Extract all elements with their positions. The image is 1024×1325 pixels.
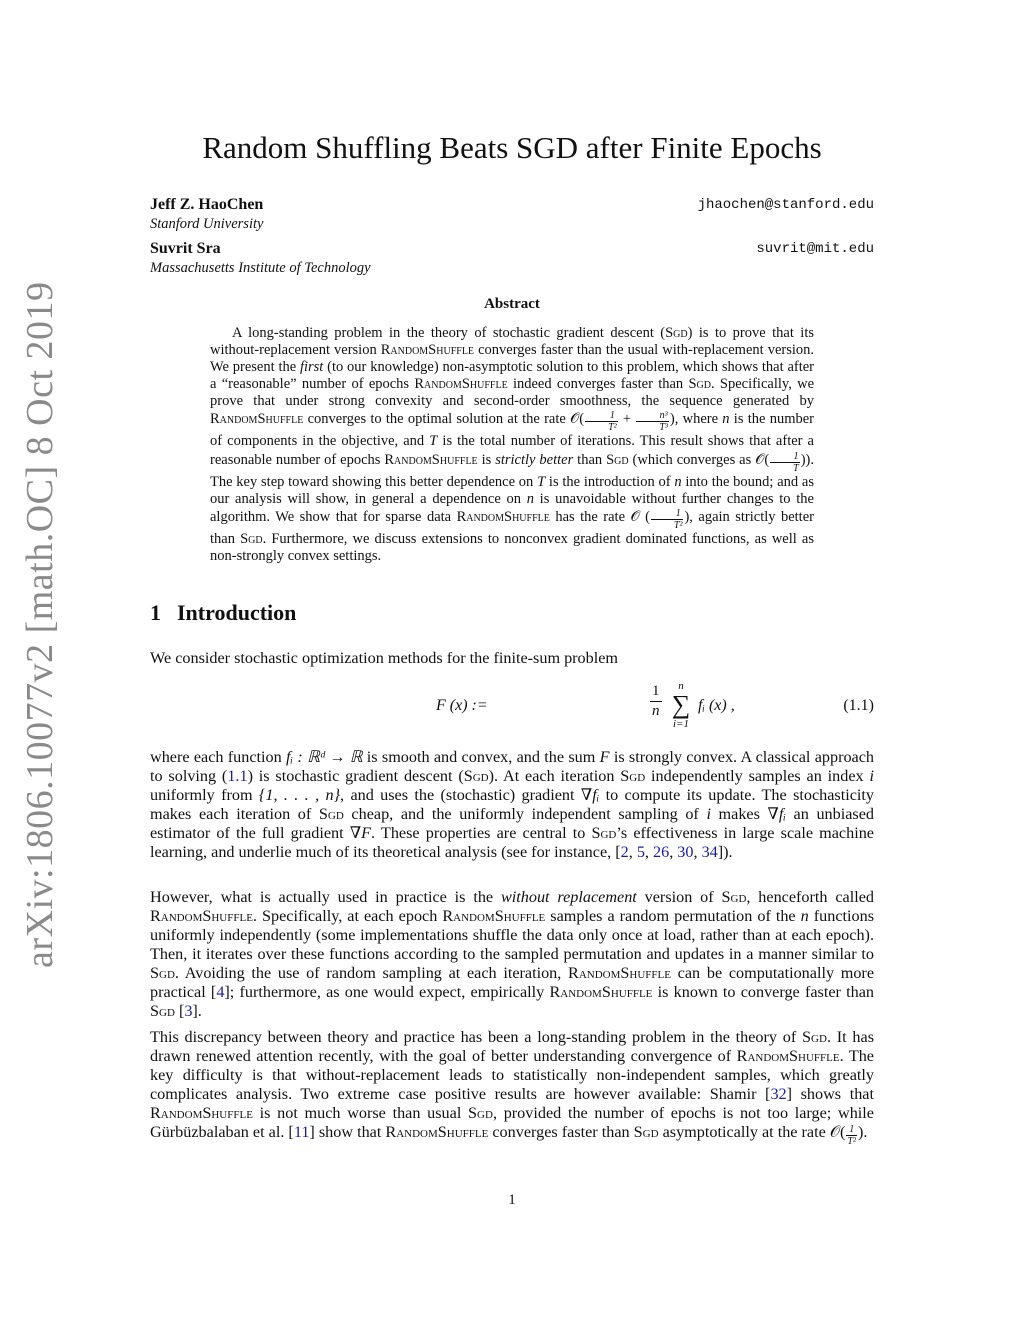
section-heading-introduction: 1 Introduction [150,600,297,625]
author-email[interactable]: jhaochen@stanford.edu [697,197,874,213]
fraction: $\frac{1}{\text{T²}}$ [585,410,618,433]
author-affiliation: Massachusetts Institute of Technology [150,260,371,276]
citation-link[interactable]: 26 [653,843,670,861]
rate-expression: 𝒪( $\frac{1}{\text{T²}}$ + $\frac{\text{n³}}{\text{T³}}$ ) [570,410,675,434]
fraction: $\frac{1}{\text{T²}}$ [847,1124,856,1147]
author-block-1 [150,196,874,233]
fraction: $\frac{1}{\text{T²}}$ [651,508,684,531]
fraction: $\frac{1}{T}$ [770,451,800,474]
citation-link[interactable]: 11 [293,1123,310,1141]
intro-paragraph-2: where each function fᵢ : ℝᵈ → ℝ is smooth and convex, and the sum F is strongly convex. A classical approach to solving (1.1) is stochastic gradient descent (Sgd). At each iteration Sgd independently samples an index i uniformly from {1, . . . , n}, and uses the (stochastic) gradient ∇fᵢ to compute its update. The stochasticity makes each iteration of Sgd cheap, and the uniformly independent sampling of i makes ∇fᵢ an unbiased estimator of the full gradient ∇F. These properties are central to Sgd’s effectiveness in large scale machine learning, and underlie much of its theoretical analysis (see for instance, [2, 5, 26, 30, 34]). [150,748,875,861]
citation-link[interactable]: 30 [677,843,694,861]
equation-number: (1.1) [843,697,874,714]
citation-link[interactable]: 32 [770,1085,787,1103]
arxiv-identifier-stamp: arXiv:1806.10077v2 [math.OC] 8 Oct 2019 [19,281,61,968]
paper-title: Random Shuffling Beats SGD after Finite Epochs [202,130,822,165]
author-name: Suvrit Sra [150,240,221,257]
citation-link[interactable]: 34 [701,843,718,861]
fraction: $\frac{\text{n³}}{\text{T³}}$ [636,410,669,433]
equation-lhs: F (x) := [436,697,488,714]
citation-link[interactable]: 3 [184,1002,193,1020]
page-number: 1 [508,1192,516,1208]
summation-symbol: n ∑ i=1 [671,680,691,730]
equation-rhs: fᵢ (x) , [698,697,735,714]
equation-fraction: 1 n [652,683,660,719]
citation-link[interactable]: 4 [216,983,225,1001]
citation-link[interactable]: 2 [620,843,629,861]
intro-paragraph-3: However, what is actually used in practice is the without replacement version of Sgd, henceforth called RandomShuffle. Specifically, at each epoch RandomShuffle samples a random permutation of the n functions uniformly independently (some implementations shuffle the data only once at load, rather than at each epoch). Then, it iterates over these functions according to the sampled permutation and updates in a manner similar to Sgd. Avoiding the use of random sampling at each iteration, RandomShuffle can be computationally more practical [4]; furthermore, as one would expect, empirically RandomShuffle is known to converge faster than Sgd [3]. [150,888,875,1020]
abstract-text: A long-standing problem in the theory of stochastic gradient descent (Sgd) is to prove that its without-replacement version RandomShuffle converges faster than the usual with-replacement version. We present the first (to our knowledge) non-asymptotic solution to this problem, which shows that after a “reasonable” number of epochs RandomShuffle indeed converges faster than Sgd. Specifically, we prove that under strong convexity and second-order smoothness, the sequence generated by RandomShuffle converges to the optimal solution at the rate 𝒪( $\frac{1}{\text{T²}}$ + $\frac{\text{n³}}{\text{T³}}$ ), where n is the number of components in the objective, and T is the total number of iterations. This result shows that after a reasonable number of epochs RandomShuffle is strictly better than Sgd (which converges as 𝒪( $\frac{1}{T}$ )). The key step toward showing this better dependence on T is the introduction of n into the bound; and as our analysis will show, in general a dependence on n is unavoidable without further changes to the algorithm. We show that for sparse data RandomShuffle has the rate 𝒪 ( $\frac{1}{\text{T²}}$ ), again strictly better than Sgd. Furthermore, we discuss extensions to nonconvex gradient dominated functions, as well as non-strongly convex settings. [210,325,815,564]
equation-1-1 [150,680,874,736]
intro-paragraph-1: We consider stochastic optimization methods for the finite-sum problem [150,649,619,667]
citation-link[interactable]: 5 [636,843,645,861]
author-email[interactable]: suvrit@mit.edu [756,241,874,257]
abstract-heading: Abstract [484,296,540,312]
author-affiliation: Stanford University [150,216,264,232]
author-name: Jeff Z. HaoChen [150,196,264,213]
intro-paragraph-4: This discrepancy between theory and practice has been a long-standing problem in the theory of Sgd. It has drawn renewed attention recently, with the goal of better understanding convergence of RandomShuffle. The key difficulty is that without-replacement leads to statistically non-independent samples, which greatly complicates analysis. Two extreme case positive results are however available: Shamir [32] shows that RandomShuffle is not much worse than usual Sgd, provided the number of epochs is not too large; while Gürbüzbalaban et al. [11] show that RandomShuffle converges faster than Sgd asymptotically at the rate 𝒪( $\frac{1}{\text{T²}}$ ). [150,1028,874,1147]
equation-reference-link[interactable]: 1.1 [227,767,248,785]
author-block-2 [150,240,874,277]
